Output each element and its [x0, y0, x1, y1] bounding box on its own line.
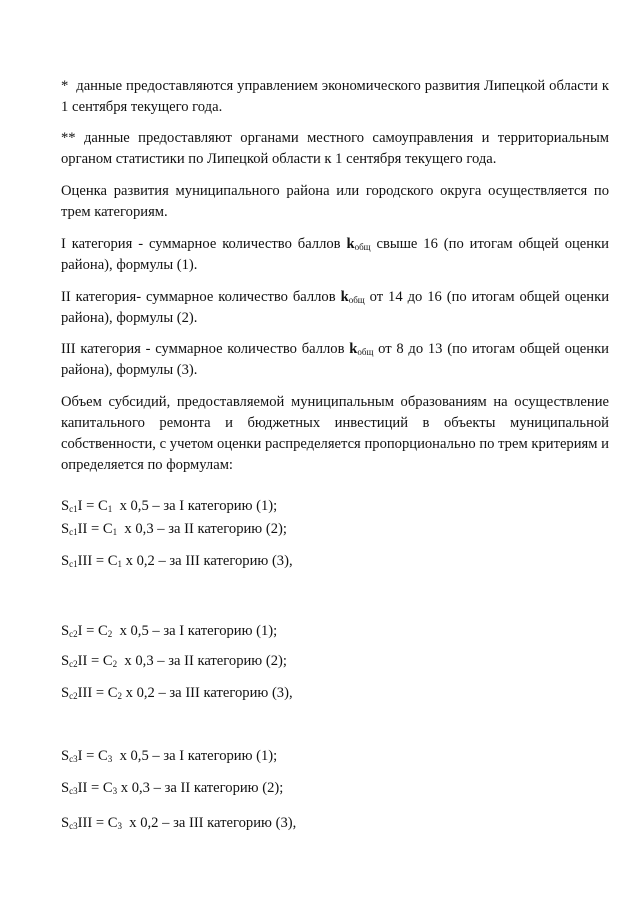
- formula-s-sub: c3: [69, 821, 78, 831]
- category-3-k-sub: общ: [357, 347, 374, 357]
- formula-s-sub: c1: [69, 527, 78, 537]
- formula-category: III: [77, 685, 93, 701]
- formula-c: C: [102, 780, 113, 796]
- category-2-text: суммарное количество баллов: [146, 289, 336, 305]
- formula-s-sub: c3: [69, 786, 78, 796]
- formula-category: I: [77, 748, 83, 764]
- formula-c: C: [107, 815, 118, 831]
- category-1-paragraph: [61, 234, 609, 276]
- formula-s: S: [61, 815, 70, 831]
- formula-c-sub: 2: [117, 691, 122, 701]
- formula-rest: х 0,2 – за III категорию (3),: [125, 553, 293, 569]
- footnote-1: [61, 76, 609, 118]
- formula-category: II: [77, 521, 88, 537]
- formula-category: III: [77, 553, 93, 569]
- category-3-paragraph: [61, 339, 609, 381]
- formula-s: S: [61, 553, 70, 569]
- formula-s-sub: c1: [69, 559, 78, 569]
- category-2-heading: II категория-: [61, 289, 142, 305]
- formula-rest: х 0,5 – за I категорию (1);: [119, 498, 278, 514]
- formula-category: I: [77, 623, 83, 639]
- formula-s: S: [61, 685, 70, 701]
- category-3-text: суммарное количество баллов: [155, 341, 345, 357]
- formula-s: S: [61, 498, 70, 514]
- formula-s-sub: c2: [69, 691, 78, 701]
- formula-s: S: [61, 748, 70, 764]
- formula-rest: х 0,2 – за III категорию (3),: [125, 685, 293, 701]
- formula-c: C: [98, 748, 108, 764]
- formula-rest: х 0,2 – за III категорию (3),: [129, 815, 297, 831]
- footnote-1-mark: *: [61, 78, 69, 94]
- formula-rest: х 0,3 – за II категорию (2);: [124, 521, 287, 537]
- category-1-tail: свыше 16 (по итогам общей оценки района), формулы (1).: [61, 236, 609, 273]
- formula-c: C: [102, 521, 113, 537]
- formula-s: S: [61, 653, 70, 669]
- formula-c3-cat3: $S_{c3}III = C_3$ х 0,2 – за III категорию (3),: [61, 815, 297, 831]
- formula-s-sub: c1: [69, 504, 78, 514]
- footnote-2-text: данные предоставляют органами местного самоуправления и территориальным органом статистики по Липецкой области к 1 сентября текущего года.: [61, 130, 609, 167]
- formula-c1-cat2: $S_{c1}II = C_1$ х 0,3 – за II категорию (2);: [61, 521, 287, 537]
- category-1-text: суммарное количество баллов: [149, 236, 341, 252]
- formula-rest: х 0,5 – за I категорию (1);: [119, 748, 278, 764]
- formula-c: C: [102, 653, 113, 669]
- category-3-k: k: [349, 341, 358, 357]
- formula-s: S: [61, 780, 70, 796]
- category-2-k-sub: общ: [348, 295, 365, 305]
- intro-paragraph: Оценка развития муниципального района или городского округа осуществляется по трем категориям.: [61, 183, 609, 220]
- formula-s: S: [61, 521, 70, 537]
- formula-category: II: [77, 780, 88, 796]
- formula-category: III: [77, 815, 93, 831]
- formula-c-sub: 2: [107, 629, 113, 639]
- formula-rest: х 0,3 – за II категорию (2);: [120, 780, 284, 796]
- category-3-tail: от 8 до 13 (по итогам общей оценки района), формулы (3).: [61, 341, 609, 378]
- footnote-1-text: данные предоставляются управлением экономического развития Липецкой области к 1 сентября текущего года.: [61, 78, 610, 115]
- formula-s: S: [61, 623, 70, 639]
- formula-c: C: [107, 685, 118, 701]
- formula-c-sub: 1: [112, 527, 118, 537]
- formula-category: I: [77, 498, 83, 514]
- formula-c1-cat3: $S_{c1}III = C_1$ х 0,2 – за III категорию (3),: [61, 553, 293, 569]
- category-2-tail: от 14 до 16 (по итогам общей оценки района), формулы (2).: [61, 289, 610, 326]
- formula-c-sub: 3: [107, 754, 113, 764]
- category-1-k-sub: общ: [354, 242, 371, 252]
- category-1-k: k: [346, 236, 355, 252]
- footnote-2: [61, 128, 609, 170]
- category-1-heading: I категория -: [61, 236, 144, 252]
- formula-category: II: [77, 653, 88, 669]
- formula-rest: х 0,3 – за II категорию (2);: [124, 653, 287, 669]
- formula-c-sub: 1: [117, 559, 122, 569]
- category-3-heading: III категория -: [61, 341, 151, 357]
- formula-rest: х 0,5 – за I категорию (1);: [119, 623, 278, 639]
- formula-c-sub: 1: [107, 504, 113, 514]
- formula-c2-cat1: $S_{c2}I = C_2$ х 0,5 – за I категорию (1);: [61, 623, 278, 639]
- formula-c-sub: 2: [112, 659, 118, 669]
- footnote-2-mark: **: [61, 130, 76, 146]
- formula-c: C: [107, 553, 118, 569]
- category-2-k: k: [340, 289, 349, 305]
- formula-c-sub: 3: [117, 821, 122, 831]
- formula-c: C: [98, 498, 108, 514]
- formula-c1-cat1: $S_{c1}I = C_1$ х 0,5 – за I категорию (1);: [61, 498, 278, 514]
- category-2-paragraph: [61, 287, 609, 329]
- formula-c-sub: 3: [112, 786, 118, 796]
- formula-c: C: [98, 623, 108, 639]
- volume-paragraph: Объем субсидий, предоставляемой муниципальным образованиям на осуществление капитального ремонта и бюджетных инвестиций в объекты муниципальной собственности, с учетом оценки распределяется пропорционально по трем критериям и определяется по формулам:: [61, 394, 609, 473]
- formula-s-sub: c2: [69, 629, 78, 639]
- formula-s-sub: c3: [69, 754, 78, 764]
- formula-c2-cat3: $S_{c2}III = C_2$ х 0,2 – за III категорию (3),: [61, 685, 293, 701]
- formula-c2-cat2: $S_{c2}II = C_2$ х 0,3 – за II категорию (2);: [61, 653, 287, 669]
- formula-s-sub: c2: [69, 659, 78, 669]
- formula-c3-cat1: $S_{c3}I = C_3$ х 0,5 – за I категорию (1);: [61, 748, 278, 764]
- formula-c3-cat2: $S_{c3}II = C_3$ х 0,3 – за II категорию (2);: [61, 780, 284, 796]
